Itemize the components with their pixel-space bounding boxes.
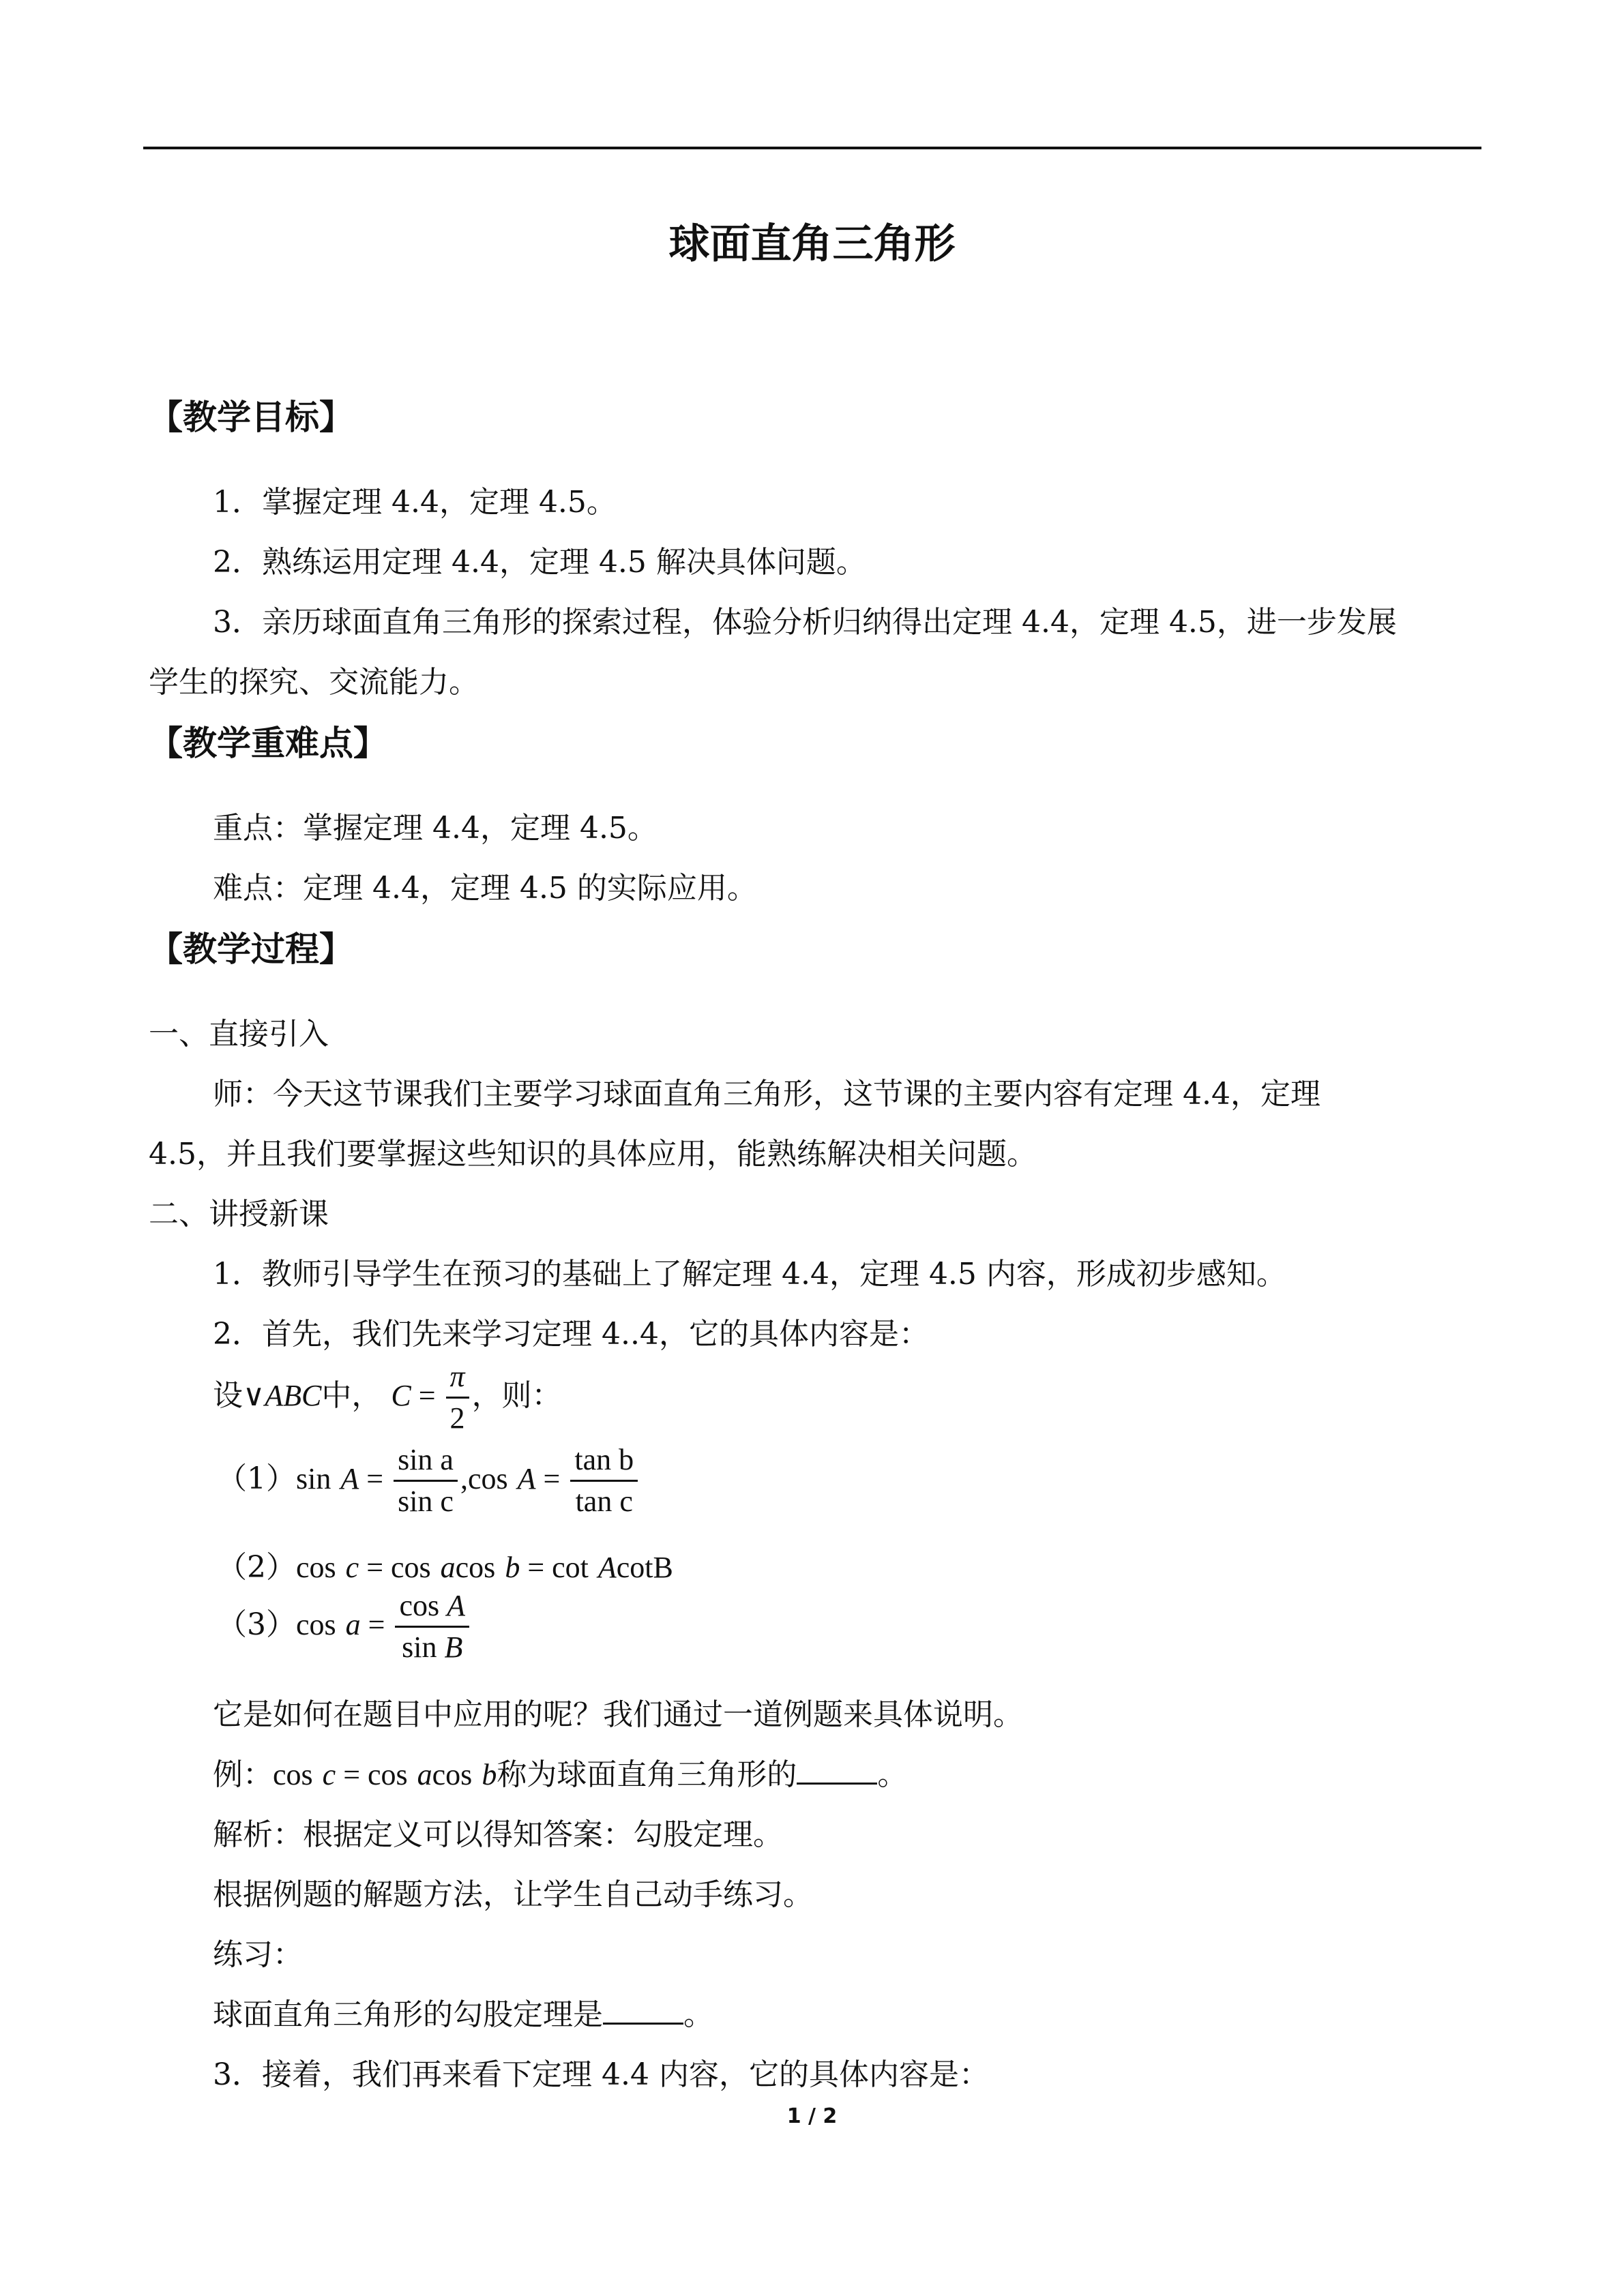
formula-1-sin: sin (296, 1462, 331, 1495)
example-answer-blank (797, 1758, 877, 1785)
practice-question (213, 1990, 713, 2033)
key-points-heading: 【教学重难点】 (149, 724, 387, 763)
example-cos-a: = cos (336, 1758, 408, 1791)
formula-2-var-b: b (505, 1551, 520, 1584)
practice-intro: 根据例题的解题方法，让学生自己动手练习。 (213, 1877, 813, 1912)
example-var-a: a (417, 1758, 432, 1791)
formula-3-var-a: a (345, 1608, 361, 1641)
formula-1-frac-1 (394, 1440, 458, 1521)
formula-2 (217, 1542, 673, 1586)
formula-3-cos: cos (296, 1608, 336, 1641)
formula-2-cotB: cotB (616, 1551, 673, 1584)
formula-3-label: （3） (217, 1607, 296, 1642)
page-number: 1 / 2 (786, 2104, 838, 2128)
analysis-line: 解析：根据定义可以得知答案：勾股定理。 (213, 1817, 783, 1852)
formula-1-label: （1） (217, 1461, 296, 1496)
setup-prefix: 设 (213, 1378, 243, 1413)
formula-2-cos-b: cos (455, 1551, 496, 1584)
formula-3-frac-den (395, 1628, 469, 1667)
fraction-numerator: π (446, 1357, 469, 1399)
step-3: 3．接着，我们再来看下定理 4.4 内容，它的具体内容是： (213, 2057, 989, 2092)
objective-item-3: 3．亲历球面直角三角形的探索过程，体验分析归纳得出定理 4.4，定理 4.5，进一步发展 (213, 605, 1397, 640)
practice-answer-blank (603, 1998, 683, 2025)
formula-2-var-A: A (597, 1551, 617, 1584)
formula-2-cos: cos (296, 1551, 336, 1584)
formula-3-frac (395, 1586, 469, 1667)
objective-item-3-cont: 学生的探究、交流能力。 (149, 665, 479, 700)
formula-1-var-a2: A (517, 1462, 536, 1495)
objectives-heading: 【教学目标】 (149, 398, 353, 437)
practice-end: 。 (683, 1997, 713, 2032)
formula-1-sep: ,cos (460, 1462, 508, 1495)
header-rule (143, 147, 1481, 149)
process-heading: 【教学过程】 (149, 929, 353, 969)
formula-1-frac-2-num: tan b (570, 1440, 638, 1482)
formula-2-var-c: c (345, 1551, 359, 1584)
formula-1-frac-1-den: sin c (398, 1485, 454, 1518)
formula-3: （3）cos a = $\frac{\text{cos A}}{\text{sin B}}$ (217, 1586, 472, 1667)
part1-heading: 一、直接引入 (149, 1017, 329, 1052)
objective-item-1: 1．掌握定理 4.4，定理 4.5。 (213, 485, 617, 520)
formula-3-den-var: B (444, 1630, 463, 1664)
formula-2-label: （2） (217, 1550, 296, 1585)
practice-question-text: 球面直角三角形的勾股定理是 (213, 1997, 603, 2032)
formula-2-cot: = cot (520, 1551, 589, 1584)
practice-label: 练习： (213, 1937, 303, 1972)
formula-3-den-fn: sin (402, 1630, 437, 1664)
example-prefix: 例： (213, 1757, 273, 1792)
angle-var: C (391, 1379, 411, 1412)
objective-item-2: 2．熟练运用定理 4.4，定理 4.5 解决具体问题。 (213, 545, 866, 580)
step-1: 1．教师引导学生在预习的基础上了解定理 4.4，定理 4.5 内容，形成初步感知。 (213, 1257, 1286, 1292)
step-2: 2．首先，我们先来学习定理 4..4，它的具体内容是： (213, 1317, 929, 1352)
formula-3-frac-num (395, 1586, 469, 1628)
setup-suffix: ，则： (471, 1378, 562, 1413)
example-cos-c: cos (273, 1758, 313, 1791)
formula-1-frac-2-den: tan c (575, 1485, 633, 1518)
formula-1-frac-1-num: sin a (394, 1440, 458, 1482)
setup-line (213, 1357, 562, 1438)
part1-line-1: 师：今天这节课我们主要学习球面直角三角形，这节课的主要内容有定理 4.4，定理 (213, 1077, 1320, 1112)
setup-mid: 中， (321, 1378, 382, 1413)
example-var-c: c (322, 1758, 336, 1791)
triangle-name: ABC (265, 1379, 322, 1412)
example-line (213, 1750, 907, 1793)
formula-3-num-fn: cos (399, 1589, 440, 1622)
example-var-b: b (482, 1758, 497, 1791)
example-suffix: 称为球面直角三角形的 (497, 1757, 797, 1792)
formula-1: （1）sin A = $\frac{\text{sin a}}{\text{sin c}}$ ,cos A = $\frac{\text{tan b}}{\text{tan c}}$ (217, 1440, 640, 1521)
difficult-point-item: 难点：定理 4.4，定理 4.5 的实际应用。 (213, 871, 757, 906)
example-intro: 它是如何在题目中应用的呢？我们通过一道例题来具体说明。 (213, 1697, 1023, 1732)
key-point-item: 重点：掌握定理 4.4，定理 4.5。 (213, 811, 658, 846)
formula-3-num-var: A (447, 1589, 466, 1622)
example-cos-b: cos (432, 1758, 473, 1791)
fraction-denominator: 2 (449, 1401, 465, 1435)
formula-1-var-a: A (340, 1462, 359, 1495)
triangle-symbol: ∨ (243, 1379, 265, 1412)
part1-line-2: 4.5，并且我们要掌握这些知识的具体应用，能熟练解决相关问题。 (149, 1137, 1037, 1172)
formula-1-frac-2 (570, 1440, 638, 1521)
part2-heading: 二、讲授新课 (149, 1197, 329, 1232)
equals-sign: = (411, 1379, 443, 1412)
page-title: 球面直角三角形 (668, 220, 956, 268)
example-end: 。 (877, 1757, 908, 1792)
formula-2-var-a: a (440, 1551, 456, 1584)
formula-2-cos-a: = cos (359, 1551, 431, 1584)
pi-over-two-fraction (446, 1357, 469, 1438)
